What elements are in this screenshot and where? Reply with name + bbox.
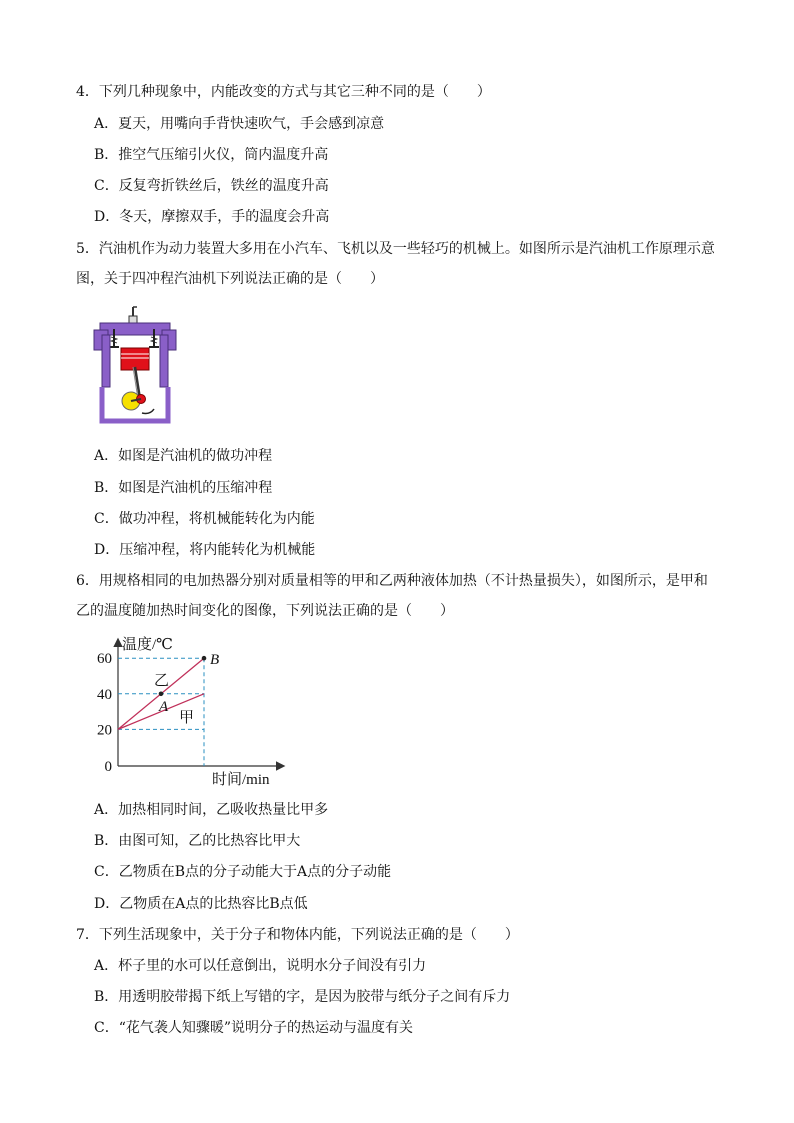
y-axis-label: 温度/℃: [122, 637, 173, 653]
temperature-time-chart: [88, 628, 298, 792]
q7-option-b: B．用透明胶带揭下纸上写错的字，是因为胶带与纸分子之间有斥力: [94, 989, 511, 1005]
x-axis-label: 时间/min: [212, 772, 270, 788]
q6-option-a: A．加热相同时间，乙吸收热量比甲多: [94, 802, 329, 818]
y-tick-label: 20: [97, 722, 112, 739]
point-B: [202, 656, 207, 661]
q5-option-a: A．如图是汽油机的做功冲程: [94, 448, 273, 464]
y-tick-label: 40: [97, 686, 112, 703]
q4-option-d: D．冬天，摩擦双手，手的温度会升高: [94, 209, 330, 225]
q7-option-c: C．“花气袭人知骤暖”说明分子的热运动与温度有关: [94, 1020, 414, 1036]
series-label-yi: 乙: [154, 673, 170, 689]
q4-option-c: C．反复弯折铁丝后，铁丝的温度升高: [94, 178, 329, 194]
q5-stem-line2: 图，关于四冲程汽油机下列说法正确的是（ ）: [76, 271, 384, 287]
series-label-jia: 甲: [179, 710, 195, 726]
q4-stem: 4．下列几种现象中，内能改变的方式与其它三种不同的是（ ）: [76, 84, 491, 100]
point-A: [159, 692, 164, 697]
q7-option-a: A．杯子里的水可以任意倒出，说明水分子间没有引力: [94, 958, 427, 974]
engine-diagram-icon: [92, 303, 178, 427]
q7-stem: 7．下列生活现象中，关于分子和物体内能，下列说法正确的是（ ）: [76, 927, 519, 943]
q5-option-c: C．做功冲程，将机械能转化为内能: [94, 511, 315, 527]
q6-stem-line1: 6．用规格相同的电加热器分别对质量相等的甲和乙两种液体加热（不计热量损失），如图所示，是甲和: [76, 573, 708, 589]
q4-option-b: B．推空气压缩引火仪，筒内温度升高: [94, 147, 329, 163]
q6-option-c: C．乙物质在B点的分子动能大于A点的分子动能: [94, 864, 392, 880]
y-tick-label: 0: [104, 759, 112, 775]
q5-stem-line1: 5．汽油机作为动力装置大多用在小汽车、飞机以及一些轻巧的机械上。如图所示是汽油机工作原理示意: [76, 241, 715, 257]
point-label-B: B: [210, 652, 220, 669]
y-tick-label: 60: [97, 651, 112, 668]
q5-option-b: B．如图是汽油机的压缩冲程: [94, 480, 273, 496]
q5-option-d: D．压缩冲程，将内能转化为机械能: [94, 542, 316, 558]
point-label-A: A: [159, 698, 169, 715]
q6-stem-line2: 乙的温度随加热时间变化的图像，下列说法正确的是（ ）: [76, 603, 454, 619]
q4-option-a: A．夏天，用嘴向手背快速吹气，手会感到凉意: [94, 116, 385, 132]
q6-option-b: B．由图可知，乙的比热容比甲大: [94, 833, 301, 849]
q6-option-d: D．乙物质在A点的比热容比B点低: [94, 896, 308, 912]
